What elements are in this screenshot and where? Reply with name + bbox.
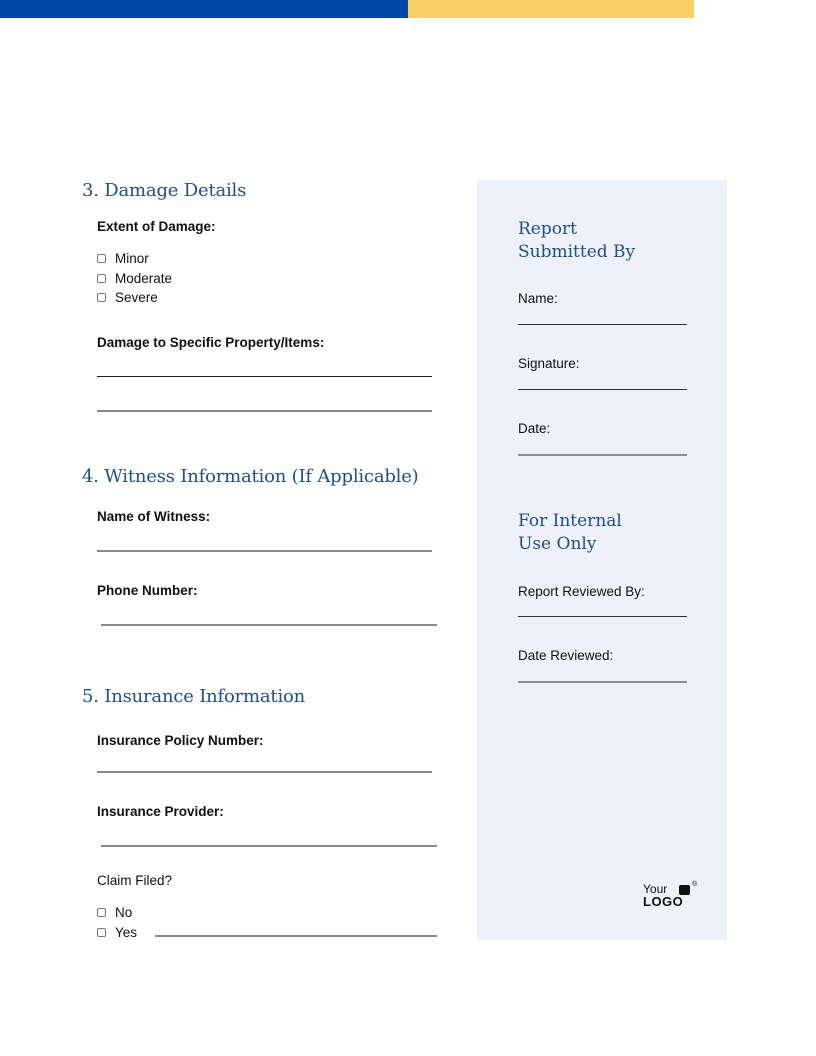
date-reviewed-field[interactable] [518,681,687,683]
reviewed-by-label: Report Reviewed By: [518,584,645,599]
checkbox-moderate[interactable] [97,274,106,283]
submitted-by-title [518,218,635,264]
option-yes[interactable] [97,923,137,941]
extent-of-damage-label: Extent of Damage: [97,219,216,234]
option-label: Yes [115,924,138,940]
date-label: Date: [518,421,551,436]
title-line: For Internal [518,511,622,531]
policy-number-label: Insurance Policy Number: [97,733,264,748]
claim-details-field[interactable] [155,935,437,937]
option-label: No [115,904,133,920]
section-title-witness-information: 4. Witness Information (If Applicable) [82,466,419,487]
title-line: Submitted By [518,242,636,262]
title-line: Use Only [518,534,597,554]
damage-property-label: Damage to Specific Property/Items: [97,335,325,350]
damage-property-field-1[interactable] [97,376,432,377]
submitter-name-label: Name: [518,291,558,306]
option-severe[interactable] [97,288,158,306]
witness-phone-field[interactable] [101,624,437,626]
header-bar-yellow [408,0,694,18]
header-bar-blue [0,0,408,18]
sidebar-panel [477,180,727,940]
logo-text-logo: LOGO [643,894,684,909]
insurance-provider-field[interactable] [101,845,437,847]
witness-name-label: Name of Witness: [97,509,211,524]
checkbox-yes[interactable] [97,928,106,937]
signature-label: Signature: [518,356,580,371]
policy-number-field[interactable] [97,771,432,773]
option-no[interactable] [97,903,132,921]
date-field[interactable] [518,454,687,456]
option-label: Severe [115,289,158,305]
date-reviewed-label: Date Reviewed: [518,648,614,663]
registered-icon: ® [692,881,698,888]
signature-field[interactable] [518,389,687,390]
checkbox-minor[interactable] [97,254,106,263]
claim-filed-label: Claim Filed? [97,873,173,888]
witness-phone-label: Phone Number: [97,583,198,598]
logo-text-your: Your [643,882,668,896]
title-line: Report [518,219,577,239]
submitter-name-field[interactable] [518,324,687,325]
reviewed-by-field[interactable] [518,616,687,617]
witness-name-field[interactable] [97,550,432,552]
option-moderate[interactable] [97,269,172,287]
checkbox-severe[interactable] [97,293,106,302]
company-logo [643,882,703,912]
section-title-damage-details: 3. Damage Details [82,180,247,201]
internal-use-title [518,510,622,556]
insurance-provider-label: Insurance Provider: [97,804,224,819]
option-label: Minor [115,250,149,266]
section-title-insurance-information: 5. Insurance Information [82,686,306,707]
option-label: Moderate [115,270,173,286]
damage-property-field-2[interactable] [97,410,432,412]
option-minor[interactable] [97,249,149,267]
checkbox-no[interactable] [97,908,106,917]
